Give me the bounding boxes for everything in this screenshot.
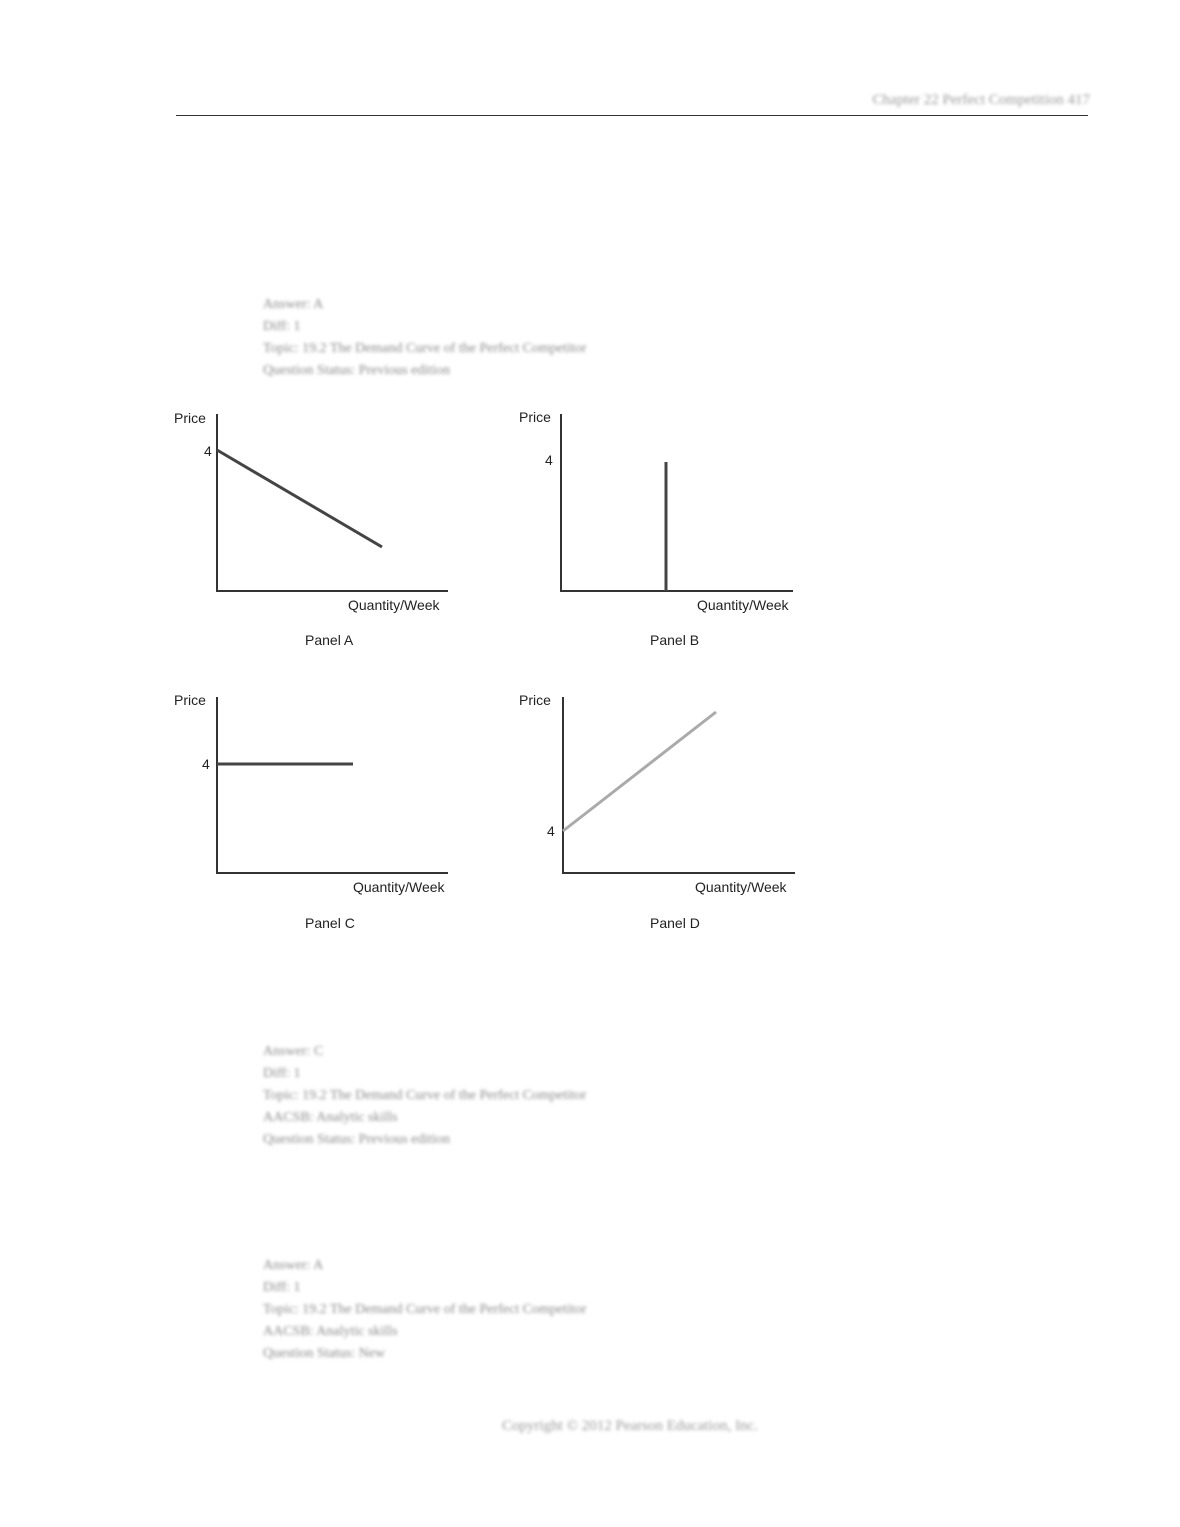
panel-b-tick-4: 4 bbox=[545, 452, 553, 468]
panel-a-graph bbox=[160, 400, 470, 660]
difficulty-line: Diff: 1 bbox=[263, 1066, 301, 1081]
panel-b-x-label: Quantity/Week bbox=[697, 597, 789, 613]
panel-d-graph bbox=[505, 683, 815, 943]
answer-line: Answer: A bbox=[263, 1258, 324, 1273]
topic-line: Topic: 19.2 The Demand Curve of the Perfect Competitor bbox=[263, 341, 587, 356]
topic-line: Topic: 19.2 The Demand Curve of the Perfect Competitor bbox=[263, 1088, 587, 1103]
panel-a-x-label: Quantity/Week bbox=[348, 597, 440, 613]
panel-d-y-label: Price bbox=[519, 692, 551, 708]
panel-d-supply-curve bbox=[563, 712, 716, 831]
panel-c-graph bbox=[160, 683, 470, 943]
panel-c-x-label: Quantity/Week bbox=[353, 879, 445, 895]
panel-a-tick-4: 4 bbox=[204, 443, 212, 459]
panel-d-x-label: Quantity/Week bbox=[695, 879, 787, 895]
panel-b-graph bbox=[505, 400, 815, 660]
header-rule bbox=[176, 115, 1088, 116]
panel-a-y-label: Price bbox=[174, 410, 206, 426]
answer-block-3 bbox=[263, 1255, 586, 1365]
aacsb-line: AACSB: Analytic skills bbox=[263, 1110, 398, 1125]
panel-c-tick-4: 4 bbox=[202, 756, 210, 772]
answer-line: Answer: C bbox=[263, 1044, 324, 1059]
panel-c-y-label: Price bbox=[174, 692, 206, 708]
answer-block-1 bbox=[263, 294, 586, 382]
difficulty-line: Diff: 1 bbox=[263, 319, 301, 334]
running-head: Chapter 22 Perfect Competition 417 bbox=[872, 92, 1090, 108]
difficulty-line: Diff: 1 bbox=[263, 1280, 301, 1295]
copyright-footer: Copyright © 2012 Pearson Education, Inc. bbox=[502, 1418, 758, 1434]
panel-a-demand-curve bbox=[217, 450, 382, 547]
panel-d-tick-4: 4 bbox=[547, 823, 555, 839]
panel-b-y-label: Price bbox=[519, 409, 551, 425]
panel-d-caption: Panel D bbox=[650, 915, 700, 931]
answer-block-2 bbox=[263, 1041, 586, 1151]
panel-b-caption: Panel B bbox=[650, 632, 700, 648]
topic-line: Topic: 19.2 The Demand Curve of the Perfect Competitor bbox=[263, 1302, 587, 1317]
aacsb-line: AACSB: Analytic skills bbox=[263, 1324, 398, 1339]
status-line: Question Status: New bbox=[263, 1346, 386, 1361]
status-line: Question Status: Previous edition bbox=[263, 1132, 451, 1147]
panel-c-caption: Panel C bbox=[305, 915, 355, 931]
answer-line: Answer: A bbox=[263, 297, 324, 312]
panel-a-caption: Panel A bbox=[305, 632, 354, 648]
status-line: Question Status: Previous edition bbox=[263, 363, 451, 378]
